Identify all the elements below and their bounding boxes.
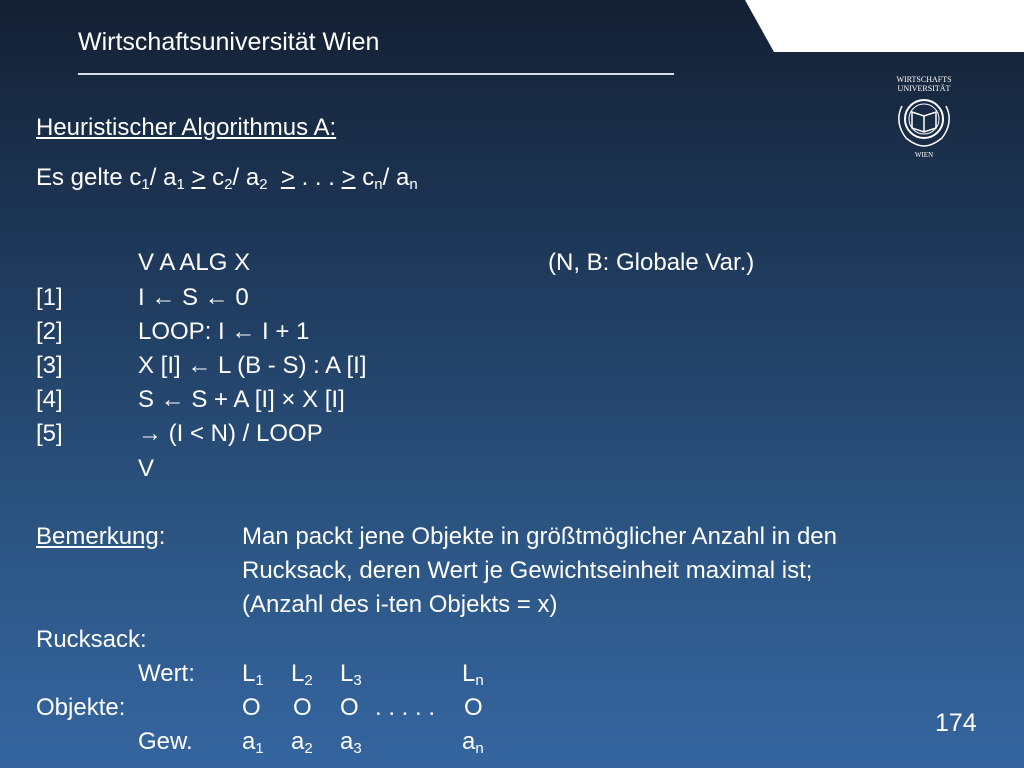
objekt-ellipsis: . . . . .	[375, 694, 436, 721]
wert-value: $L_2$	[291, 660, 313, 689]
algorithm-line: X [I] ← L (B - S) : A [I]	[138, 352, 367, 379]
svg-text:UNIVERSITÄT: UNIVERSITÄT	[897, 84, 951, 93]
algorithm-end: V	[138, 455, 155, 482]
gew-label: Gew.	[138, 728, 193, 755]
algorithm-globals: (N, B: Globale Var.)	[548, 249, 755, 276]
svg-text:WIRTSCHAFTS: WIRTSCHAFTS	[896, 75, 952, 84]
line-number: [4]	[36, 386, 63, 413]
header-divider	[78, 73, 674, 75]
remark-line: Man packt jene Objekte in größtmöglicher Anzahl in den	[242, 523, 837, 550]
algorithm-header: V A ALG X	[138, 249, 251, 276]
algorithm-line: LOOP: I ← I + 1	[138, 318, 310, 345]
rucksack-label: Rucksack:	[36, 626, 147, 653]
objekt: O	[293, 694, 312, 721]
objekt: O	[464, 694, 483, 721]
gew-value: $a_1$	[242, 728, 264, 757]
remark-line: (Anzahl des i-ten Objekts = x)	[242, 591, 558, 618]
university-logo-icon	[878, 72, 970, 162]
page-number: 174	[935, 709, 977, 737]
algorithm-line: S ← S + A [I] × X [I]	[138, 386, 345, 413]
svg-text:WIEN: WIEN	[914, 151, 934, 159]
condition-line: Es gelte $c_1/$ $a_1 > c_2/$ $a_2$ > . . . > $c_n/$ $a_n$	[36, 164, 418, 193]
gew-value: $a_2$	[291, 728, 313, 757]
wert-value: $L_3$	[340, 660, 362, 689]
algorithm-line: → (I < N) / LOOP	[138, 420, 323, 447]
line-number: [2]	[36, 318, 63, 345]
remark-label: Bemerkung:	[36, 523, 166, 550]
gew-value: $a_3$	[340, 728, 362, 757]
wert-value: $L_n$	[462, 660, 484, 689]
line-number: [5]	[36, 420, 63, 447]
objekt: O	[340, 694, 359, 721]
objekte-label: Objekte:	[36, 694, 126, 721]
algorithm-line: I ← S ← 0	[138, 284, 249, 311]
gew-value: $a_n$	[462, 728, 484, 757]
line-number: [1]	[36, 284, 63, 311]
remark-line: Rucksack, deren Wert je Gewichtseinheit maximal ist;	[242, 557, 813, 584]
corner-decoration	[745, 0, 1024, 52]
line-number: [3]	[36, 352, 63, 379]
slide-title: Heuristischer Algorithmus A:	[36, 114, 337, 141]
wert-value: $L_1$	[242, 660, 264, 689]
wert-label: Wert:	[138, 660, 195, 687]
university-name: Wirtschaftsuniversität Wien	[78, 28, 380, 56]
objekt: O	[242, 694, 261, 721]
